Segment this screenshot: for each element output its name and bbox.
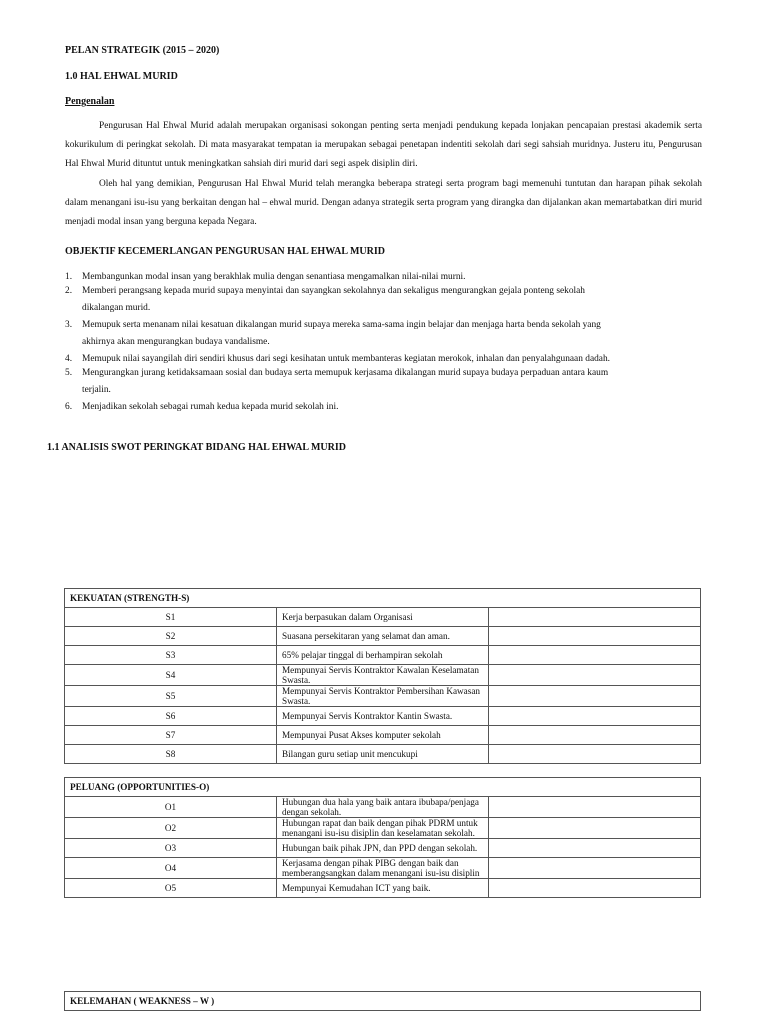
table-row — [65, 726, 701, 745]
objective-item — [65, 319, 702, 352]
table-row — [65, 858, 701, 879]
objective-item — [65, 353, 702, 366]
row-code: S4 — [65, 665, 277, 686]
row-empty-cell — [489, 646, 701, 665]
row-empty-cell — [489, 879, 701, 898]
opportunities-table — [64, 777, 701, 898]
swot-heading: 1.1 ANALISIS SWOT PERINGKAT BIDANG HAL EHWAL MURID — [47, 442, 346, 453]
document-title: PELAN STRATEGIK (2015 – 2020) — [65, 45, 220, 56]
row-code: O4 — [65, 858, 277, 879]
row-text: Mempunyai Servis Kontraktor Kantin Swasta. — [277, 707, 489, 726]
table-header-row — [65, 589, 701, 608]
table-row — [65, 797, 701, 818]
row-code: O2 — [65, 818, 277, 839]
row-code: S2 — [65, 627, 277, 646]
row-code: S5 — [65, 686, 277, 707]
row-empty-cell — [489, 627, 701, 646]
table-row — [65, 745, 701, 764]
table-row — [65, 646, 701, 665]
intro-paragraph-2 — [65, 175, 702, 232]
row-empty-cell — [489, 665, 701, 686]
table-row — [65, 627, 701, 646]
objective-text-continued: dikalangan murid. — [82, 303, 151, 313]
row-text: Kerjasama dengan pihak PIBG dengan baik dan memberangsangkan dalam menangani isu-isu disiplin — [277, 858, 489, 879]
row-text: Bilangan guru setiap unit mencukupi — [277, 745, 489, 764]
row-text: Mempunyai Servis Kontraktor Kawalan Keselamatan Swasta. — [277, 665, 489, 686]
objectives-heading: OBJEKTIF KECEMERLANGAN PENGURUSAN HAL EHWAL MURID — [65, 246, 385, 257]
row-text: Mempunyai Kemudahan ICT yang baik. — [277, 879, 489, 898]
table-row — [65, 608, 701, 627]
objective-text: Memberi perangsang kepada murid supaya menyintai dan sayangkan sekolahnya dan sekaligus mengurangkan gejala ponteng sekolah — [82, 286, 585, 296]
strengths-table — [64, 588, 701, 764]
table-row — [65, 818, 701, 839]
table-header-row — [65, 778, 701, 797]
objective-item — [65, 367, 702, 400]
objective-text: Memupuk serta menanam nilai kesatuan dikalangan murid supaya mereka sama-sama ingin belajar dan menjaga harta benda sekolah yang — [82, 320, 601, 330]
objective-item — [65, 285, 702, 318]
opportunities-title: PELUANG (OPPORTUNITIES-O) — [65, 778, 701, 797]
weakness-title: KELEMAHAN ( WEAKNESS – W ) — [65, 992, 701, 1011]
row-code: O3 — [65, 839, 277, 858]
objective-text: Membangunkan modal insan yang berakhlak mulia dengan senantiasa mengamalkan nilai-nilai murni. — [82, 272, 466, 282]
row-empty-cell — [489, 818, 701, 839]
row-code: S6 — [65, 707, 277, 726]
row-empty-cell — [489, 858, 701, 879]
intro-paragraph-1 — [65, 117, 702, 174]
objective-number: 2. — [65, 286, 73, 296]
objective-item — [65, 271, 702, 284]
row-empty-cell — [489, 797, 701, 818]
section-heading: 1.0 HAL EHWAL MURID — [65, 71, 178, 82]
intro-heading: Pengenalan — [65, 96, 115, 107]
objective-text: Mengurangkan jurang ketidaksamaan sosial dan budaya serta memupuk kerjasama dikalangan murid supaya budaya perpaduan antara kaum — [82, 368, 609, 378]
row-empty-cell — [489, 839, 701, 858]
row-code: O5 — [65, 879, 277, 898]
objective-text-continued: akhirnya akan mengurangkan budaya vandalisme. — [82, 337, 270, 347]
row-empty-cell — [489, 745, 701, 764]
row-code: O1 — [65, 797, 277, 818]
row-text: Mempunyai Pusat Akses komputer sekolah — [277, 726, 489, 745]
objective-number: 5. — [65, 368, 73, 378]
weakness-table — [64, 991, 701, 1011]
table-row — [65, 686, 701, 707]
row-empty-cell — [489, 608, 701, 627]
table-row — [65, 665, 701, 686]
intro-paragraph-1-text: Pengurusan Hal Ehwal Murid adalah merupakan organisasi sokongan penting serta menjadi pendukung kepada lonjakan pencapaian prestasi akademik serta kokurikulum di peringkat sekolah. Di mata masyarakat tempatan ia merupakan sebagai penetapan indentiti sekolah dari segi sahsiah muridnya. Justeru itu, Pengurusan Hal Ehwal Murid dituntut untuk meningkatkan sahsiah diri murid dari segi aspek disiplin diri. — [65, 121, 702, 169]
table-row — [65, 707, 701, 726]
row-text: Hubungan dua hala yang baik antara ibubapa/penjaga dengan sekolah. — [277, 797, 489, 818]
row-code: S1 — [65, 608, 277, 627]
objective-number: 4. — [65, 354, 73, 364]
row-text: Mempunyai Servis Kontraktor Pembersihan Kawasan Swasta. — [277, 686, 489, 707]
objective-number: 1. — [65, 272, 73, 282]
objective-text: Memupuk nilai sayangilah diri sendiri khusus dari segi kesihatan untuk membanteras kegiatan merokok, inhalan dan penyalahgunaan dadah. — [82, 354, 610, 364]
objective-number: 3. — [65, 320, 73, 330]
strengths-title: KEKUATAN (STRENGTH-S) — [65, 589, 701, 608]
row-code: S7 — [65, 726, 277, 745]
row-code: S3 — [65, 646, 277, 665]
row-text: Kerja berpasukan dalam Organisasi — [277, 608, 489, 627]
objective-number: 6. — [65, 402, 73, 412]
row-empty-cell — [489, 726, 701, 745]
objectives-list — [65, 271, 702, 415]
table-row — [65, 879, 701, 898]
row-empty-cell — [489, 707, 701, 726]
row-text: Suasana persekitaran yang selamat dan aman. — [277, 627, 489, 646]
objective-item — [65, 401, 702, 414]
row-text: 65% pelajar tinggal di berhampiran sekolah — [277, 646, 489, 665]
row-empty-cell — [489, 686, 701, 707]
objective-text: Menjadikan sekolah sebagai rumah kedua kepada murid sekolah ini. — [82, 402, 339, 412]
table-header-row — [65, 992, 701, 1011]
row-text: Hubungan baik pihak JPN, dan PPD dengan sekolah. — [277, 839, 489, 858]
intro-paragraph-2-text: Oleh hal yang demikian, Pengurusan Hal Ehwal Murid telah merangka beberapa strategi serta program bagi memenuhi tuntutan dan harapan pihak sekolah dalam menangani isu-isu yang berkaitan dengan hal – ehwal murid. Dengan adanya strategik serta program yang dirangka dan dijalankan akan memartabatkan diri murid menjadi modal insan yang berguna kepada Negara. — [65, 179, 702, 227]
objective-text-continued: terjalin. — [82, 385, 111, 395]
row-code: S8 — [65, 745, 277, 764]
table-row — [65, 839, 701, 858]
row-text: Hubungan rapat dan baik dengan pihak PDRM untuk menangani isu-isu disiplin dan keselamatan sekolah. — [277, 818, 489, 839]
